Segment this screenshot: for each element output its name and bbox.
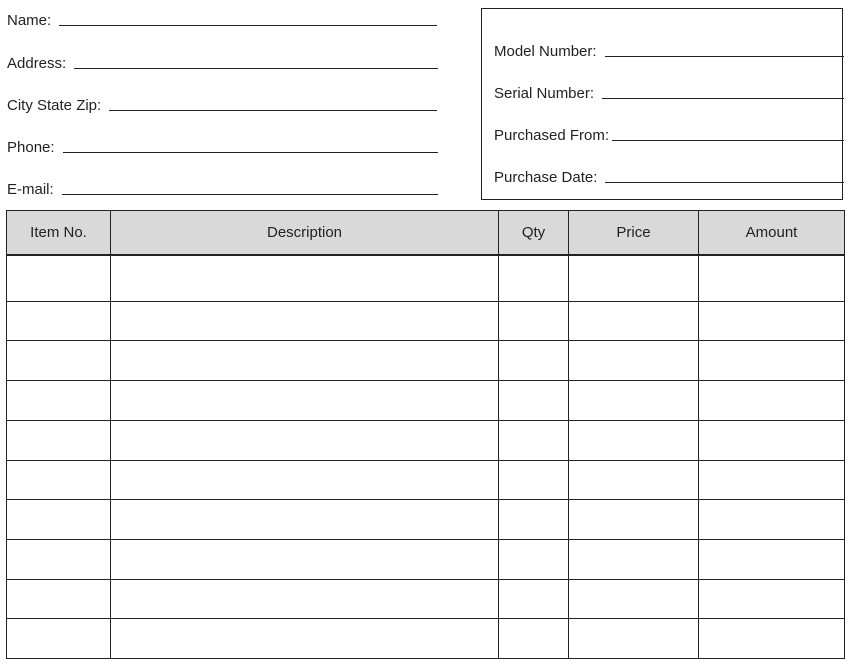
header-item-no: Item No. <box>7 211 111 256</box>
name-label: Name: <box>7 12 52 29</box>
qty-cell[interactable] <box>499 255 569 301</box>
description-cell[interactable] <box>111 255 499 301</box>
table-row <box>7 579 845 619</box>
table-row <box>7 539 845 579</box>
purchased-from-line[interactable] <box>612 140 844 141</box>
header-description: Description <box>111 211 499 256</box>
city-state-zip-label: City State Zip: <box>7 97 102 114</box>
amount-cell[interactable] <box>699 341 845 381</box>
amount-cell[interactable] <box>699 301 845 341</box>
product-info-box <box>481 8 843 200</box>
price-cell[interactable] <box>569 539 699 579</box>
header-price: Price <box>569 211 699 256</box>
amount-cell[interactable] <box>699 381 845 421</box>
qty-cell[interactable] <box>499 539 569 579</box>
amount-cell[interactable] <box>699 255 845 301</box>
model-number-line[interactable] <box>605 56 844 57</box>
qty-cell[interactable] <box>499 341 569 381</box>
description-cell[interactable] <box>111 341 499 381</box>
purchased-from-field[interactable] <box>494 127 844 145</box>
table-row <box>7 420 845 460</box>
table-row <box>7 381 845 421</box>
email-line[interactable] <box>62 194 438 195</box>
model-number-field[interactable] <box>494 43 844 61</box>
city-state-zip-line[interactable] <box>109 110 437 111</box>
serial-number-line[interactable] <box>602 98 844 99</box>
qty-cell[interactable] <box>499 579 569 619</box>
item-no-cell[interactable] <box>7 539 111 579</box>
price-cell[interactable] <box>569 255 699 301</box>
address-label: Address: <box>7 55 67 72</box>
qty-cell[interactable] <box>499 500 569 540</box>
table-row <box>7 341 845 381</box>
purchase-date-label: Purchase Date: <box>494 169 598 186</box>
table-row <box>7 460 845 500</box>
description-cell[interactable] <box>111 301 499 341</box>
amount-cell[interactable] <box>699 420 845 460</box>
amount-cell[interactable] <box>699 579 845 619</box>
item-no-cell[interactable] <box>7 420 111 460</box>
phone-field[interactable] <box>7 139 438 157</box>
description-cell[interactable] <box>111 460 499 500</box>
address-field[interactable] <box>7 55 438 73</box>
email-label: E-mail: <box>7 181 54 198</box>
price-cell[interactable] <box>569 619 699 659</box>
price-cell[interactable] <box>569 460 699 500</box>
qty-cell[interactable] <box>499 381 569 421</box>
purchase-date-field[interactable] <box>494 169 844 187</box>
price-cell[interactable] <box>569 420 699 460</box>
table-row <box>7 619 845 659</box>
description-cell[interactable] <box>111 420 499 460</box>
serial-number-label: Serial Number: <box>494 85 595 102</box>
city-state-zip-field[interactable] <box>7 97 437 115</box>
amount-cell[interactable] <box>699 539 845 579</box>
table-row <box>7 500 845 540</box>
description-cell[interactable] <box>111 619 499 659</box>
qty-cell[interactable] <box>499 619 569 659</box>
table-header-row <box>7 211 845 256</box>
name-field[interactable] <box>7 12 437 30</box>
items-table <box>6 210 845 659</box>
description-cell[interactable] <box>111 500 499 540</box>
description-cell[interactable] <box>111 579 499 619</box>
header-qty: Qty <box>499 211 569 256</box>
amount-cell[interactable] <box>699 619 845 659</box>
qty-cell[interactable] <box>499 420 569 460</box>
serial-number-field[interactable] <box>494 85 844 103</box>
item-no-cell[interactable] <box>7 500 111 540</box>
item-no-cell[interactable] <box>7 255 111 301</box>
amount-cell[interactable] <box>699 460 845 500</box>
address-line[interactable] <box>74 68 438 69</box>
price-cell[interactable] <box>569 301 699 341</box>
description-cell[interactable] <box>111 539 499 579</box>
purchase-date-line[interactable] <box>605 182 844 183</box>
purchased-from-label: Purchased From: <box>494 127 610 144</box>
item-no-cell[interactable] <box>7 619 111 659</box>
item-no-cell[interactable] <box>7 301 111 341</box>
item-no-cell[interactable] <box>7 579 111 619</box>
item-no-cell[interactable] <box>7 460 111 500</box>
header-amount: Amount <box>699 211 845 256</box>
phone-label: Phone: <box>7 139 55 156</box>
price-cell[interactable] <box>569 381 699 421</box>
item-no-cell[interactable] <box>7 381 111 421</box>
amount-cell[interactable] <box>699 500 845 540</box>
price-cell[interactable] <box>569 500 699 540</box>
item-no-cell[interactable] <box>7 341 111 381</box>
model-number-label: Model Number: <box>494 43 597 60</box>
email-field[interactable] <box>7 181 438 199</box>
price-cell[interactable] <box>569 341 699 381</box>
qty-cell[interactable] <box>499 301 569 341</box>
table-row <box>7 301 845 341</box>
price-cell[interactable] <box>569 579 699 619</box>
table-row <box>7 255 845 301</box>
phone-line[interactable] <box>63 152 438 153</box>
qty-cell[interactable] <box>499 460 569 500</box>
description-cell[interactable] <box>111 381 499 421</box>
name-line[interactable] <box>59 25 437 26</box>
